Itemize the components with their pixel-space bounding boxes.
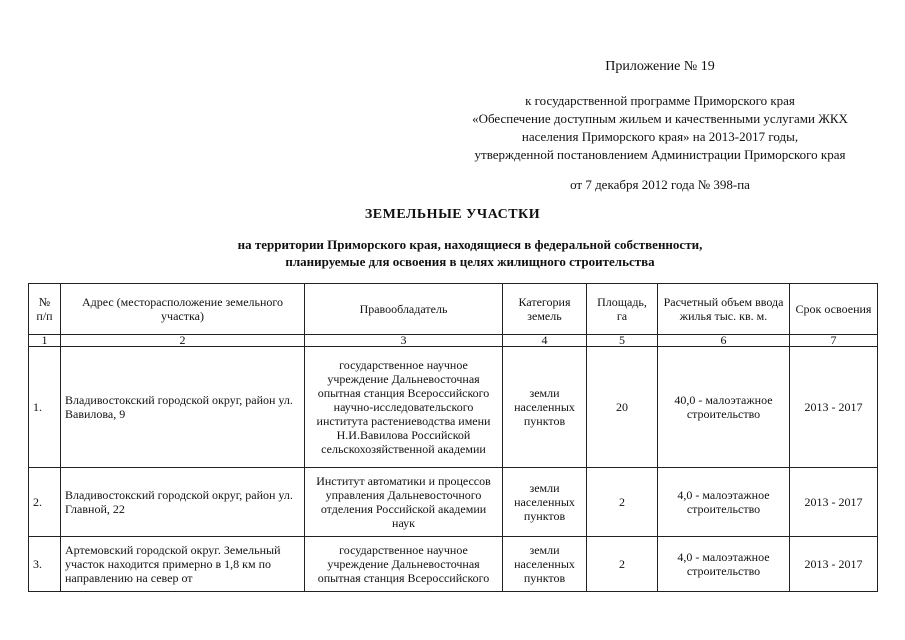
row-category: земли населенных пунктов <box>503 537 587 592</box>
row-owner: государственное научное учреждение Дальневосточная опытная станция Всероссийского научно-исследовательского института растениеводства имени Н.И.Вавилова Российской сельскохозяйственной академии <box>305 347 503 468</box>
row-number: 3. <box>29 537 61 592</box>
row-area: 2 <box>587 537 658 592</box>
row-owner: государственное научное учреждение Дальневосточная опытная станция Всероссийского <box>305 537 503 592</box>
document-subtitle <box>120 236 820 270</box>
column-number: 1 <box>29 335 61 347</box>
header-num: № п/п <box>29 284 61 335</box>
row-volume: 4,0 - малоэтажное строительство <box>658 468 790 537</box>
header-owner: Правообладатель <box>305 284 503 335</box>
table-header-row <box>29 284 878 335</box>
row-area: 2 <box>587 468 658 537</box>
subtitle-line: планируемые для освоения в целях жилищного строительства <box>285 254 655 269</box>
header-address: Адрес (месторасположение земельного участка) <box>61 284 305 335</box>
header-volume: Расчетный объем ввода жилья тыс. кв. м. <box>658 284 790 335</box>
approval-date: от 7 декабря 2012 года № 398-па <box>570 177 750 192</box>
land-plots-table <box>28 283 878 592</box>
row-category: земли населенных пунктов <box>503 347 587 468</box>
row-term: 2013 - 2017 <box>790 537 878 592</box>
row-owner: Институт автоматики и процессов управления Дальневосточного отделения Российской академии наук <box>305 468 503 537</box>
program-line: «Обеспечение доступным жильем и качественными услугами ЖКХ <box>472 111 848 126</box>
header-term: Срок освоения <box>790 284 878 335</box>
subtitle-line: на территории Приморского края, находящиеся в федеральной собственности, <box>237 237 703 252</box>
column-number: 6 <box>658 335 790 347</box>
column-number: 4 <box>503 335 587 347</box>
program-line: населения Приморского края» на 2013-2017 годы, <box>521 129 799 144</box>
program-line: утвержденной постановлением Администрации Приморского края <box>474 147 846 162</box>
table-row <box>29 468 878 537</box>
row-category: земли населенных пунктов <box>503 468 587 537</box>
column-number: 7 <box>790 335 878 347</box>
column-number: 5 <box>587 335 658 347</box>
table-row <box>29 537 878 592</box>
appendix-number: Приложение № 19 <box>605 59 715 74</box>
row-volume: 40,0 - малоэтажное строительство <box>658 347 790 468</box>
appendix-header <box>430 58 890 194</box>
document-title: ЗЕМЕЛЬНЫЕ УЧАСТКИ <box>364 207 541 222</box>
row-number: 1. <box>29 347 61 468</box>
column-number-row <box>29 335 878 347</box>
row-address: Владивостокский городской округ, район ул. Вавилова, 9 <box>61 347 305 468</box>
header-area: Площадь, га <box>587 284 658 335</box>
header-category: Категория земель <box>503 284 587 335</box>
program-line: к государственной программе Приморского края <box>525 93 795 108</box>
row-term: 2013 - 2017 <box>790 468 878 537</box>
column-number: 3 <box>305 335 503 347</box>
row-volume: 4,0 - малоэтажное строительство <box>658 537 790 592</box>
row-number: 2. <box>29 468 61 537</box>
column-number: 2 <box>61 335 305 347</box>
table-row <box>29 347 878 468</box>
row-area: 20 <box>587 347 658 468</box>
row-address: Артемовский городской округ. Земельный участок находится примерно в 1,8 км по направлению на север от <box>61 537 305 592</box>
row-term: 2013 - 2017 <box>790 347 878 468</box>
row-address: Владивостокский городской округ, район ул. Главной, 22 <box>61 468 305 537</box>
